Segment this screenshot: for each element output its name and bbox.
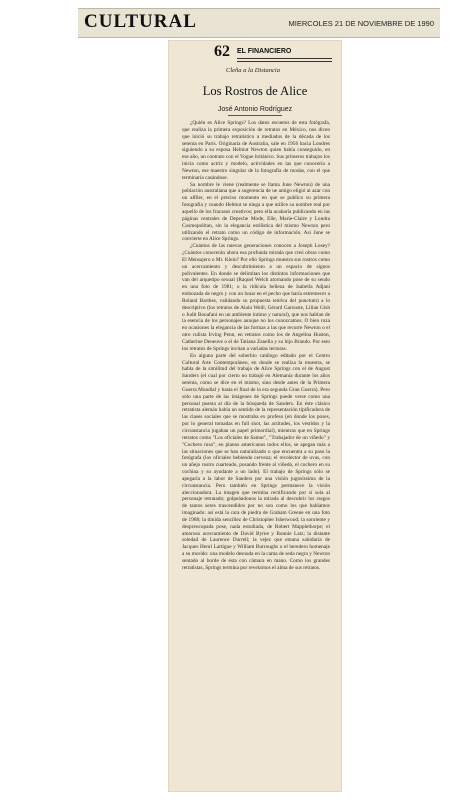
paragraph: ¿Cuántos de las nuevas generaciones conocen a Joseph Losey? ¿Cuántos conocerán ahora esa profunda mirada que creó obras como El Mensajero o Mr. Klein? Por ello Springs muestra sus rostros como un acercamiento y descubrimiento a un espacio de signos polivalentes. En donde se delimitan los distintos informaciones que van del arquetipo sexual (Raquel Welch atornando pose de su seudo en una foto de 1981; o la ridícula belleza de Isabella Adjani embozada de negro y con un lunar en el pecho que haría estremecer a Roland Barthes, validando su propuesta teórica del punctum) a lo descriptivo (los retratos de Alain Weill, Gérard Garouste, Lilian Gish o Judit Bonafani en un ambiente íntimo y natural), que nos hablan de la esencia de los personajes aunque no los conozcamos. O bien roza en ocasiones la elegancia de las formas a las que recurre Newton o el otro culista Irving Penn, en retratos como los de Angelina Huston, Catherine Deneuve o el de Tatiana Zanella y su hijo Brando. Por esto los retratos de Springs invitan a variadas lecturas. (182, 243, 330, 352)
article-title: Los Rostros de Alice (202, 84, 308, 98)
masthead-rule (237, 61, 332, 62)
page-number: 62 (214, 43, 230, 60)
section-title: CULTURAL (84, 11, 197, 32)
article-body (182, 120, 330, 572)
byline-rule (228, 115, 282, 116)
masthead-rule (237, 58, 332, 59)
date-line: MIERCOLES 21 DE NOVIEMBRE DE 1990 (288, 19, 434, 28)
column-name: Cleña a la Distancia (226, 67, 280, 74)
section-header (78, 8, 440, 38)
article-author: José Antonio Rodríguez (217, 106, 293, 113)
newspaper-name: EL FINANCIERO (237, 48, 292, 55)
paragraph: Sa nombre le viene (realmente se llama June Newton) de una población australiana que a sugerencia de ue amigo eligió al azar con un alfiler, en el preciso momento en que se publico su primera fotografía y cuando Helmut se niega a que utilice su nombre real por aquello de los fracasos creativos; pero ella acabaría publicando en las páginas centrales de Depeche Mode, Elle, Marie-Claire y Londra Cosmopolitan, sin la elegancia estilística del mismo Newton pero utilizando el retrato como un código de información. Así June se convierte en Alice Springs. (182, 181, 330, 243)
paragraph: En alguna parte del soberbio catálogo editado por el Centro Cultural Arte Contemporáneo, en donde se realiza la muestra, se habla de la similitud del trabajo de Alice Springs con el de August Sanders (el cual por cierto no trabajó en Alemania durante los años setenta, como se dice en el mismo, sino desde antes de la Primera Guerra Mundial y hasta el final de la era segunda Gran Guerra). Pero sólo una parte de las imágenes de Springs puede verse como una personal puesta al día de la búsqueda de Sanders. En éste clásico retratista alemán había un sentido de la representación tipificadora de las clases sociales que se mostraba ex profeso (en donde los poses, por lo general tomadas en full shot, las actitudes, los vestidos y la circunstancia jugaban un papel primordial), mientras que en Springs retratos como "Los oficiales de Samur", "Trabajador de un viñedo" y "Cochero ruso", en planos americanos todos ellos, se apegan más a las situaciones que se han naturalizado o que encuentra a su paso la fotógrafa (los oficiales bebiendo cerveza; el recolector de uvas, con un añejo rostro cuarteado, posando frente al viñedo, el cochero en su cochina y su ayudante a un lado). El trabajo de Springs sólo se apegaría a la labor de Sanders por una visión jugosíssima de la circunstancia. Pero también en Springs permanece la visión aleccionadora. La imagen que termina rectificando por sí sola al personaje retratado; golpeándonos la mirada al descubrir los rasgos de tantos seres trascendidos por no son como los que habíamos imaginado: así está la cara de piedra de Graham Greene en una foto de 1988; la tímida sencillez de Christopher Isherwood; la sonriente y despreocupada pose, nada estudiada, de Robert Mapplethorpe; el amoroso acercamiento de David Byrne y Bonnie Latz; la distante soledad de Laurence Durrell; la vejez que emana sabiduría de Jacques Henri Lartigue y William Burroughs o el heredero homenaje a su morido: una modelo desnuda en la cama de seda negra y Newton sentado al borde de ésta con cámara en mano. Como los grandes retratistas, Springs termina por revelarnos el alma de sus retratos. (182, 352, 330, 571)
newspaper-clipping (168, 40, 342, 792)
paragraph: ¿Quién es Alice Springs? Los datos escuetos de esta fotógrafa, que realiza la primera exposición de retratos en México, nos dicen que inició su trabajo retratístico a mediados de la década de los setenta en París. Originaria de Australia, sale en 1956 hacia Londres siguiendo a su esposa Helmut Newton quien había conseguido, en ese año, un contrato con el Vogue británico. Sus primeros trabajos los inicia como actriz y modelo, actividades en las que conocería a Newton, ese maestro singular de la fotografía de modas, con el que terminaría casándose. (182, 120, 330, 181)
